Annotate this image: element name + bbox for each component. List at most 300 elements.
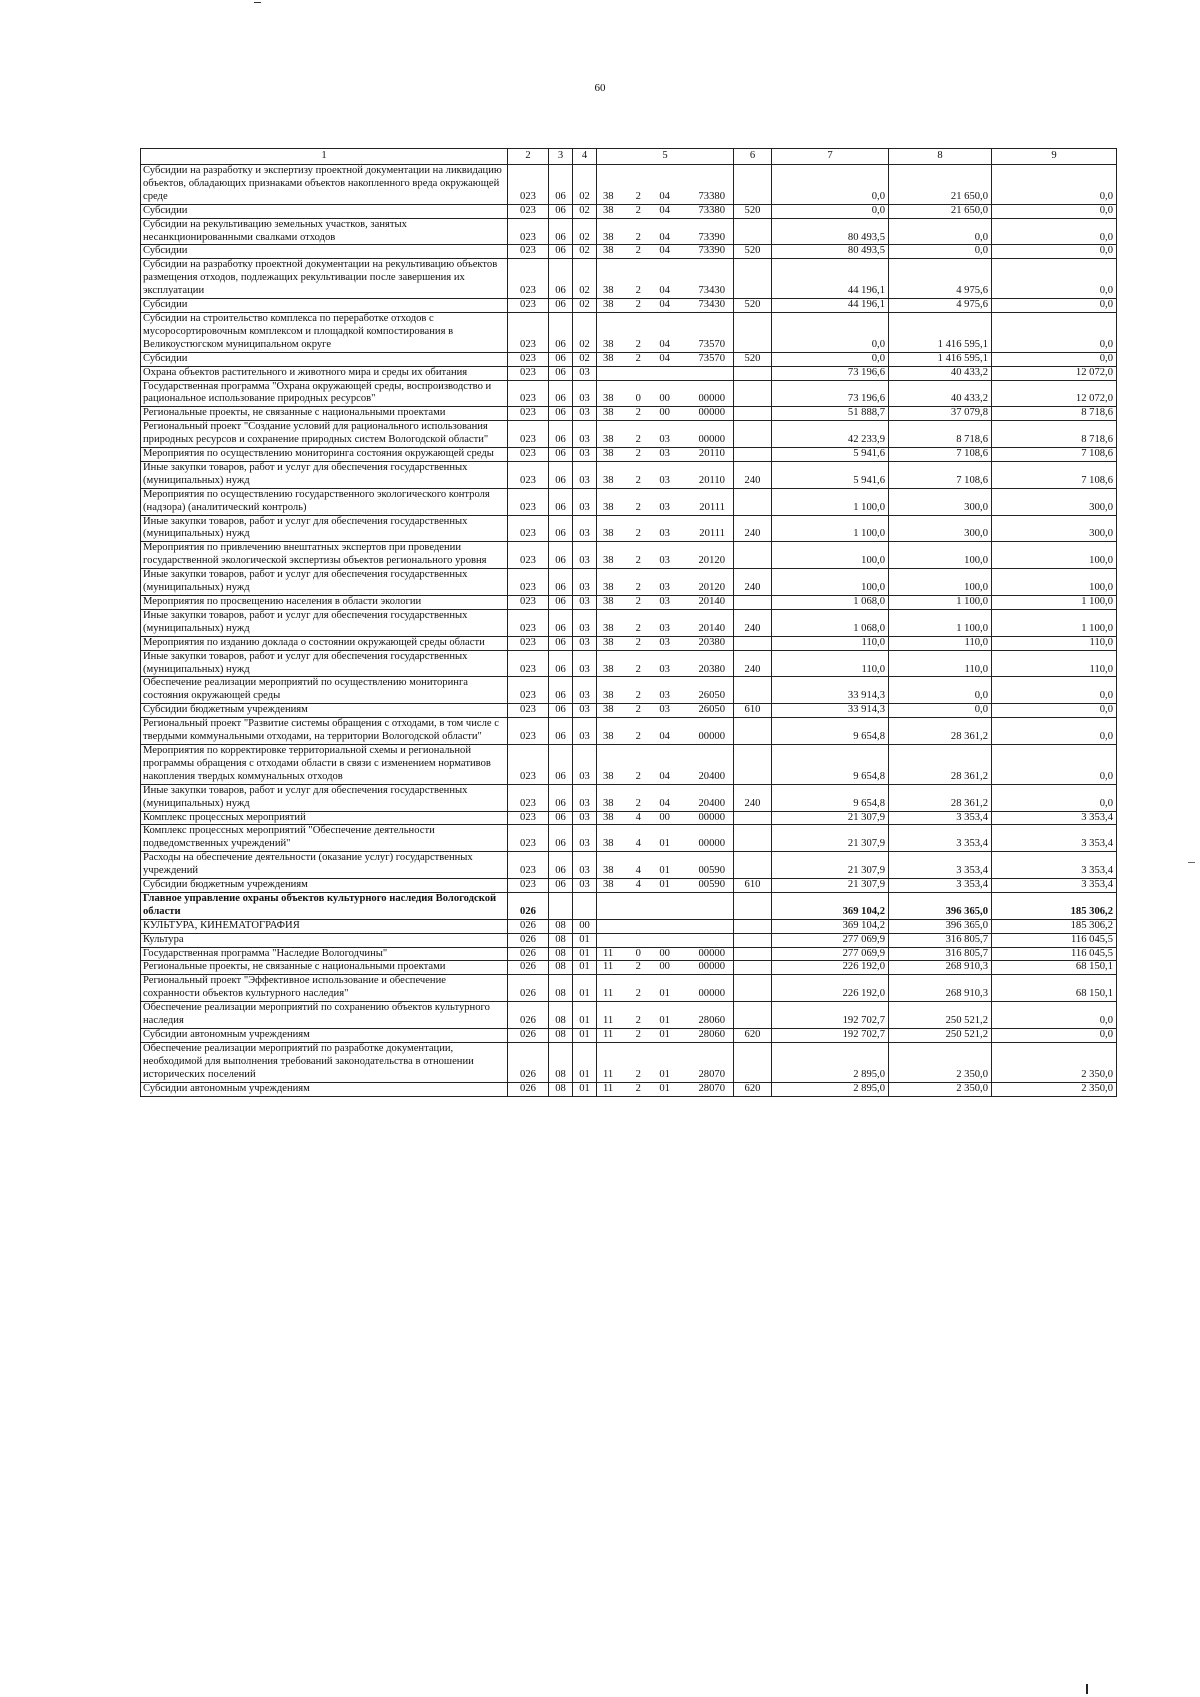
table-row: [141, 609, 1117, 636]
subsection-code-cell: 01: [573, 1029, 597, 1043]
target-article-part: 38: [603, 231, 614, 243]
amount-col8-cell: 0,0: [889, 704, 992, 718]
amount-col8-cell: 0,0: [889, 245, 992, 259]
amount-col9-cell: 8 718,6: [992, 407, 1117, 421]
ministry-code-cell: 023: [508, 744, 549, 784]
section-code-cell: 06: [549, 218, 573, 245]
amount-col7-cell: 73 196,6: [772, 366, 889, 380]
target-article-part: 00000: [698, 811, 725, 823]
target-article-cell: [597, 677, 734, 704]
expense-type-cell: [734, 825, 772, 852]
subsection-code-cell: 03: [573, 542, 597, 569]
row-name-cell: Региональный проект "Создание условий для рационального использования природных ресурсов и сохранение природных систем Вологодской области": [141, 421, 508, 448]
section-code-cell: 06: [549, 380, 573, 407]
target-article-part: 01: [659, 865, 670, 877]
amount-col8-cell: 3 353,4: [889, 879, 992, 893]
amount-col9-cell: 0,0: [992, 218, 1117, 245]
amount-col8-cell: 28 361,2: [889, 744, 992, 784]
target-article-cell: [597, 259, 734, 299]
section-code-cell: 08: [549, 1002, 573, 1029]
target-article-cell: [597, 299, 734, 313]
ministry-code-cell: 026: [508, 1082, 549, 1096]
ministry-code-cell: 026: [508, 933, 549, 947]
section-code-cell: 06: [549, 784, 573, 811]
subsection-code-cell: 03: [573, 879, 597, 893]
table-row: [141, 975, 1117, 1002]
column-header: 4: [573, 149, 597, 165]
amount-col8-cell: 1 416 595,1: [889, 312, 992, 352]
subsection-code-cell: 02: [573, 245, 597, 259]
row-name-cell: Иные закупки товаров, работ и услуг для обеспечения государственных (муниципальных) нужд: [141, 650, 508, 677]
ministry-code-cell: 026: [508, 1002, 549, 1029]
target-article-part: 2: [635, 528, 641, 540]
expense-type-cell: [734, 1002, 772, 1029]
amount-col7-cell: 73 196,6: [772, 380, 889, 407]
amount-col8-cell: 7 108,6: [889, 461, 992, 488]
row-name-cell: Региональные проекты, не связанные с национальными проектами: [141, 407, 508, 421]
amount-col9-cell: 0,0: [992, 677, 1117, 704]
ministry-code-cell: 023: [508, 569, 549, 596]
target-article-part: 20140: [698, 596, 725, 607]
scan-mark-top: [254, 2, 261, 3]
subsection-code-cell: 03: [573, 718, 597, 745]
expense-type-cell: 240: [734, 650, 772, 677]
target-article-part: 73390: [698, 231, 725, 243]
subsection-code-cell: 03: [573, 811, 597, 825]
row-name-cell: Мероприятия по изданию доклада о состоянии окружающей среды области: [141, 636, 508, 650]
target-article-part: 38: [603, 434, 614, 446]
target-article-part: 03: [659, 596, 670, 607]
target-article-part: 01: [659, 1029, 670, 1040]
ministry-code-cell: 023: [508, 879, 549, 893]
target-article-part: 03: [659, 474, 670, 486]
target-article-part: 38: [603, 596, 614, 607]
amount-col9-cell: 100,0: [992, 569, 1117, 596]
expense-type-cell: 520: [734, 204, 772, 218]
section-code-cell: [549, 892, 573, 919]
expense-type-cell: 520: [734, 245, 772, 259]
target-article-cell: [597, 218, 734, 245]
target-article-cell: [597, 811, 734, 825]
subsection-code-cell: 01: [573, 1082, 597, 1096]
target-article-part: 4: [635, 879, 641, 891]
table-row: [141, 1029, 1117, 1043]
target-article-part: 01: [659, 1082, 670, 1094]
row-name-cell: Государственная программа "Охрана окружающей среды, воспроизводство и рациональное использование природных ресурсов": [141, 380, 508, 407]
table-row: [141, 825, 1117, 852]
target-article-part: 26050: [698, 704, 725, 716]
table-row: [141, 852, 1117, 879]
subsection-code-cell: 01: [573, 961, 597, 975]
row-name-cell: Субсидии на рекультивацию земельных участков, занятых несанкционированными свалками отходов: [141, 218, 508, 245]
amount-col7-cell: 21 307,9: [772, 852, 889, 879]
ministry-code-cell: 026: [508, 1029, 549, 1043]
target-article-part: 28070: [698, 1082, 725, 1094]
target-article-part: 2: [635, 352, 641, 364]
target-article-part: 38: [603, 797, 614, 809]
target-article-cell: [597, 933, 734, 947]
target-article-part: 20380: [698, 636, 725, 648]
amount-col8-cell: 100,0: [889, 569, 992, 596]
section-code-cell: 06: [549, 165, 573, 205]
amount-col8-cell: 250 521,2: [889, 1029, 992, 1043]
target-article-cell: [597, 312, 734, 352]
ministry-code-cell: 026: [508, 892, 549, 919]
target-article-part: 2: [635, 434, 641, 446]
subsection-code-cell: 03: [573, 825, 597, 852]
section-code-cell: 08: [549, 1029, 573, 1043]
expense-type-cell: [734, 811, 772, 825]
table-row: [141, 677, 1117, 704]
ministry-code-cell: 023: [508, 650, 549, 677]
target-article-part: 2: [635, 770, 641, 782]
amount-col8-cell: 250 521,2: [889, 1002, 992, 1029]
target-article-part: 4: [635, 865, 641, 877]
column-header: 8: [889, 149, 992, 165]
row-name-cell: Субсидии автономным учреждениям: [141, 1082, 508, 1096]
target-article-cell: [597, 366, 734, 380]
amount-col7-cell: 44 196,1: [772, 259, 889, 299]
amount-col8-cell: 300,0: [889, 515, 992, 542]
target-article-cell: [597, 919, 734, 933]
target-article-part: 2: [635, 961, 641, 973]
target-article-part: 00: [659, 393, 670, 405]
target-article-part: 04: [659, 770, 670, 782]
amount-col9-cell: 0,0: [992, 718, 1117, 745]
ministry-code-cell: 023: [508, 852, 549, 879]
ministry-code-cell: 023: [508, 811, 549, 825]
amount-col7-cell: 33 914,3: [772, 704, 889, 718]
table-row: [141, 1042, 1117, 1082]
amount-col9-cell: 300,0: [992, 488, 1117, 515]
target-article-part: 03: [659, 704, 670, 716]
target-article-part: 03: [659, 434, 670, 446]
target-article-part: 03: [659, 663, 670, 675]
amount-col9-cell: 185 306,2: [992, 892, 1117, 919]
target-article-part: 04: [659, 245, 670, 257]
table-row: [141, 947, 1117, 961]
amount-col9-cell: 0,0: [992, 259, 1117, 299]
amount-col8-cell: 3 353,4: [889, 852, 992, 879]
target-article-part: 2: [635, 636, 641, 648]
amount-col7-cell: 51 888,7: [772, 407, 889, 421]
target-article-part: 00: [659, 947, 670, 959]
subsection-code-cell: 01: [573, 975, 597, 1002]
table-row: [141, 204, 1117, 218]
target-article-part: 38: [603, 838, 614, 850]
ministry-code-cell: 023: [508, 677, 549, 704]
target-article-part: 00000: [698, 838, 725, 850]
target-article-part: 38: [603, 731, 614, 743]
target-article-part: 38: [603, 285, 614, 297]
amount-col9-cell: 12 072,0: [992, 380, 1117, 407]
target-article-cell: [597, 1082, 734, 1096]
amount-col7-cell: 21 307,9: [772, 825, 889, 852]
target-article-part: 11: [603, 961, 614, 973]
target-article-part: 11: [603, 947, 614, 959]
subsection-code-cell: 03: [573, 366, 597, 380]
target-article-part: 38: [603, 528, 614, 540]
target-article-part: 03: [659, 582, 670, 594]
amount-col7-cell: 0,0: [772, 204, 889, 218]
target-article-part: 00000: [698, 731, 725, 743]
row-name-cell: Иные закупки товаров, работ и услуг для обеспечения государственных (муниципальных) нужд: [141, 569, 508, 596]
amount-col7-cell: 1 100,0: [772, 488, 889, 515]
amount-col9-cell: 68 150,1: [992, 961, 1117, 975]
target-article-part: 2: [635, 1029, 641, 1040]
expense-type-cell: 620: [734, 1029, 772, 1043]
target-article-cell: [597, 165, 734, 205]
target-article-cell: [597, 609, 734, 636]
amount-col8-cell: 268 910,3: [889, 975, 992, 1002]
target-article-cell: [597, 542, 734, 569]
target-article-part: 38: [603, 704, 614, 716]
expense-type-cell: [734, 975, 772, 1002]
amount-col8-cell: 28 361,2: [889, 718, 992, 745]
target-article-part: 0: [635, 393, 641, 405]
row-name-cell: Мероприятия по привлечению внештатных экспертов при проведении государственной экологической экспертизы объектов регионального уровня: [141, 542, 508, 569]
target-article-part: 0: [635, 947, 641, 959]
target-article-part: 2: [635, 622, 641, 634]
target-article-cell: [597, 488, 734, 515]
target-article-part: 2: [635, 474, 641, 486]
target-article-cell: [597, 892, 734, 919]
amount-col8-cell: 40 433,2: [889, 380, 992, 407]
amount-col8-cell: 268 910,3: [889, 961, 992, 975]
amount-col9-cell: 0,0: [992, 1029, 1117, 1043]
target-article-part: 38: [603, 622, 614, 634]
amount-col7-cell: 21 307,9: [772, 879, 889, 893]
amount-col8-cell: 1 416 595,1: [889, 352, 992, 366]
target-article-part: 28060: [698, 1029, 725, 1040]
row-name-cell: Субсидии автономным учреждениям: [141, 1029, 508, 1043]
target-article-part: 2: [635, 407, 641, 419]
section-code-cell: 08: [549, 961, 573, 975]
section-code-cell: 06: [549, 421, 573, 448]
amount-col7-cell: 1 068,0: [772, 596, 889, 610]
amount-col8-cell: 7 108,6: [889, 448, 992, 462]
subsection-code-cell: 03: [573, 448, 597, 462]
target-article-cell: [597, 650, 734, 677]
row-name-cell: Мероприятия по осуществлению мониторинга состояния окружающей среды: [141, 448, 508, 462]
table-row: [141, 744, 1117, 784]
expense-type-cell: [734, 421, 772, 448]
subsection-code-cell: 03: [573, 569, 597, 596]
target-article-part: 4: [635, 811, 641, 823]
amount-col9-cell: 116 045,5: [992, 947, 1117, 961]
subsection-code-cell: 02: [573, 352, 597, 366]
subsection-code-cell: 03: [573, 609, 597, 636]
amount-col7-cell: 226 192,0: [772, 975, 889, 1002]
expense-type-cell: 240: [734, 515, 772, 542]
subsection-code-cell: 02: [573, 165, 597, 205]
target-article-part: 03: [659, 690, 670, 702]
table-row: [141, 165, 1117, 205]
target-article-part: 03: [659, 555, 670, 567]
ministry-code-cell: 023: [508, 461, 549, 488]
table-row: [141, 636, 1117, 650]
row-name-cell: Субсидии: [141, 204, 508, 218]
ministry-code-cell: 026: [508, 947, 549, 961]
target-article-part: 2: [635, 204, 641, 216]
section-code-cell: 08: [549, 933, 573, 947]
row-name-cell: КУЛЬТУРА, КИНЕМАТОГРАФИЯ: [141, 919, 508, 933]
target-article-part: 20380: [698, 663, 725, 675]
amount-col7-cell: 33 914,3: [772, 677, 889, 704]
target-article-part: 2: [635, 448, 641, 460]
target-article-part: 38: [603, 190, 614, 202]
expense-type-cell: 610: [734, 879, 772, 893]
target-article-part: 2: [635, 555, 641, 567]
ministry-code-cell: 023: [508, 784, 549, 811]
amount-col9-cell: 7 108,6: [992, 448, 1117, 462]
scan-mark-side: [1188, 862, 1195, 863]
expense-type-cell: [734, 919, 772, 933]
amount-col7-cell: 5 941,6: [772, 448, 889, 462]
amount-col7-cell: 277 069,9: [772, 947, 889, 961]
table-row: [141, 1082, 1117, 1096]
target-article-part: 2: [635, 663, 641, 675]
subsection-code-cell: 03: [573, 636, 597, 650]
table-row: [141, 879, 1117, 893]
target-article-part: 11: [603, 1015, 614, 1027]
target-article-part: 03: [659, 501, 670, 513]
section-code-cell: 06: [549, 312, 573, 352]
expense-type-cell: [734, 312, 772, 352]
table-row: [141, 259, 1117, 299]
target-article-cell: [597, 784, 734, 811]
target-article-part: 04: [659, 299, 670, 311]
expense-type-cell: [734, 636, 772, 650]
column-header: 9: [992, 149, 1117, 165]
row-name-cell: Иные закупки товаров, работ и услуг для обеспечения государственных (муниципальных) нужд: [141, 461, 508, 488]
amount-col9-cell: 7 108,6: [992, 461, 1117, 488]
expense-type-cell: 520: [734, 352, 772, 366]
target-article-part: 04: [659, 204, 670, 216]
row-name-cell: Иные закупки товаров, работ и услуг для обеспечения государственных (муниципальных) нужд: [141, 784, 508, 811]
amount-col7-cell: 0,0: [772, 352, 889, 366]
section-code-cell: 06: [549, 636, 573, 650]
amount-col9-cell: 185 306,2: [992, 919, 1117, 933]
section-code-cell: 06: [549, 245, 573, 259]
expense-type-cell: [734, 259, 772, 299]
ministry-code-cell: 023: [508, 825, 549, 852]
amount-col8-cell: 2 350,0: [889, 1082, 992, 1096]
target-article-part: 2: [635, 231, 641, 243]
amount-col9-cell: 110,0: [992, 650, 1117, 677]
target-article-part: 11: [603, 1082, 614, 1094]
target-article-part: 04: [659, 190, 670, 202]
section-code-cell: 06: [549, 650, 573, 677]
target-article-part: 00000: [698, 407, 725, 419]
target-article-part: 20400: [698, 770, 725, 782]
target-article-part: 00000: [698, 434, 725, 446]
target-article-cell: [597, 1002, 734, 1029]
amount-col8-cell: 2 350,0: [889, 1042, 992, 1082]
target-article-part: 2: [635, 285, 641, 297]
amount-col7-cell: 44 196,1: [772, 299, 889, 313]
target-article-part: 00: [659, 407, 670, 419]
row-name-cell: Мероприятия по просвещению населения в области экологии: [141, 596, 508, 610]
amount-col8-cell: 8 718,6: [889, 421, 992, 448]
subsection-code-cell: 02: [573, 299, 597, 313]
section-code-cell: 08: [549, 1042, 573, 1082]
target-article-part: 38: [603, 879, 614, 891]
section-code-cell: 06: [549, 677, 573, 704]
expense-type-cell: [734, 677, 772, 704]
ministry-code-cell: 023: [508, 718, 549, 745]
amount-col8-cell: 3 353,4: [889, 811, 992, 825]
target-article-part: 28060: [698, 1015, 725, 1027]
subsection-code-cell: 01: [573, 933, 597, 947]
ministry-code-cell: 023: [508, 488, 549, 515]
amount-col9-cell: 3 353,4: [992, 879, 1117, 893]
amount-col7-cell: 9 654,8: [772, 718, 889, 745]
column-header: 7: [772, 149, 889, 165]
ministry-code-cell: 023: [508, 245, 549, 259]
table-row: [141, 650, 1117, 677]
target-article-part: 28070: [698, 1068, 725, 1080]
target-article-part: 2: [635, 704, 641, 716]
amount-col8-cell: 1 100,0: [889, 609, 992, 636]
subsection-code-cell: 02: [573, 204, 597, 218]
target-article-cell: [597, 1029, 734, 1043]
row-name-cell: Субсидии на разработку проектной документации на рекультивацию объектов размещения отходов, подлежащих рекультивации после завершения их эксплуатации: [141, 259, 508, 299]
amount-col9-cell: 3 353,4: [992, 852, 1117, 879]
ministry-code-cell: 023: [508, 259, 549, 299]
subsection-code-cell: 03: [573, 596, 597, 610]
table-row: [141, 352, 1117, 366]
section-code-cell: 08: [549, 947, 573, 961]
target-article-part: 04: [659, 285, 670, 297]
amount-col7-cell: 369 104,2: [772, 892, 889, 919]
ministry-code-cell: 023: [508, 165, 549, 205]
subsection-code-cell: 03: [573, 784, 597, 811]
amount-col7-cell: 100,0: [772, 542, 889, 569]
section-code-cell: 06: [549, 596, 573, 610]
expense-type-cell: 240: [734, 609, 772, 636]
expense-type-cell: [734, 933, 772, 947]
subsection-code-cell: 02: [573, 312, 597, 352]
header-row: [141, 149, 1117, 165]
target-article-part: 20400: [698, 797, 725, 809]
target-article-part: 38: [603, 474, 614, 486]
amount-col8-cell: 110,0: [889, 650, 992, 677]
target-article-part: 38: [603, 865, 614, 877]
table-row: [141, 961, 1117, 975]
target-article-part: 38: [603, 245, 614, 257]
amount-col8-cell: 1 100,0: [889, 596, 992, 610]
subsection-code-cell: 03: [573, 677, 597, 704]
target-article-part: 11: [603, 1029, 614, 1040]
expense-type-cell: [734, 852, 772, 879]
subsection-code-cell: 03: [573, 488, 597, 515]
table-row: [141, 407, 1117, 421]
ministry-code-cell: 026: [508, 975, 549, 1002]
ministry-code-cell: 023: [508, 407, 549, 421]
target-article-part: 2: [635, 338, 641, 350]
row-name-cell: Субсидии: [141, 245, 508, 259]
subsection-code-cell: 03: [573, 704, 597, 718]
target-article-part: 38: [603, 299, 614, 311]
target-article-part: 2: [635, 1082, 641, 1094]
row-name-cell: Субсидии на строительство комплекса по переработке отходов с мусоросортировочным комплексом и площадкой компостирования в Великоустюгском муниципальном округе: [141, 312, 508, 352]
target-article-part: 20111: [699, 501, 725, 513]
target-article-cell: [597, 352, 734, 366]
target-article-part: 00: [659, 811, 670, 823]
amount-col9-cell: 100,0: [992, 542, 1117, 569]
amount-col8-cell: 0,0: [889, 218, 992, 245]
